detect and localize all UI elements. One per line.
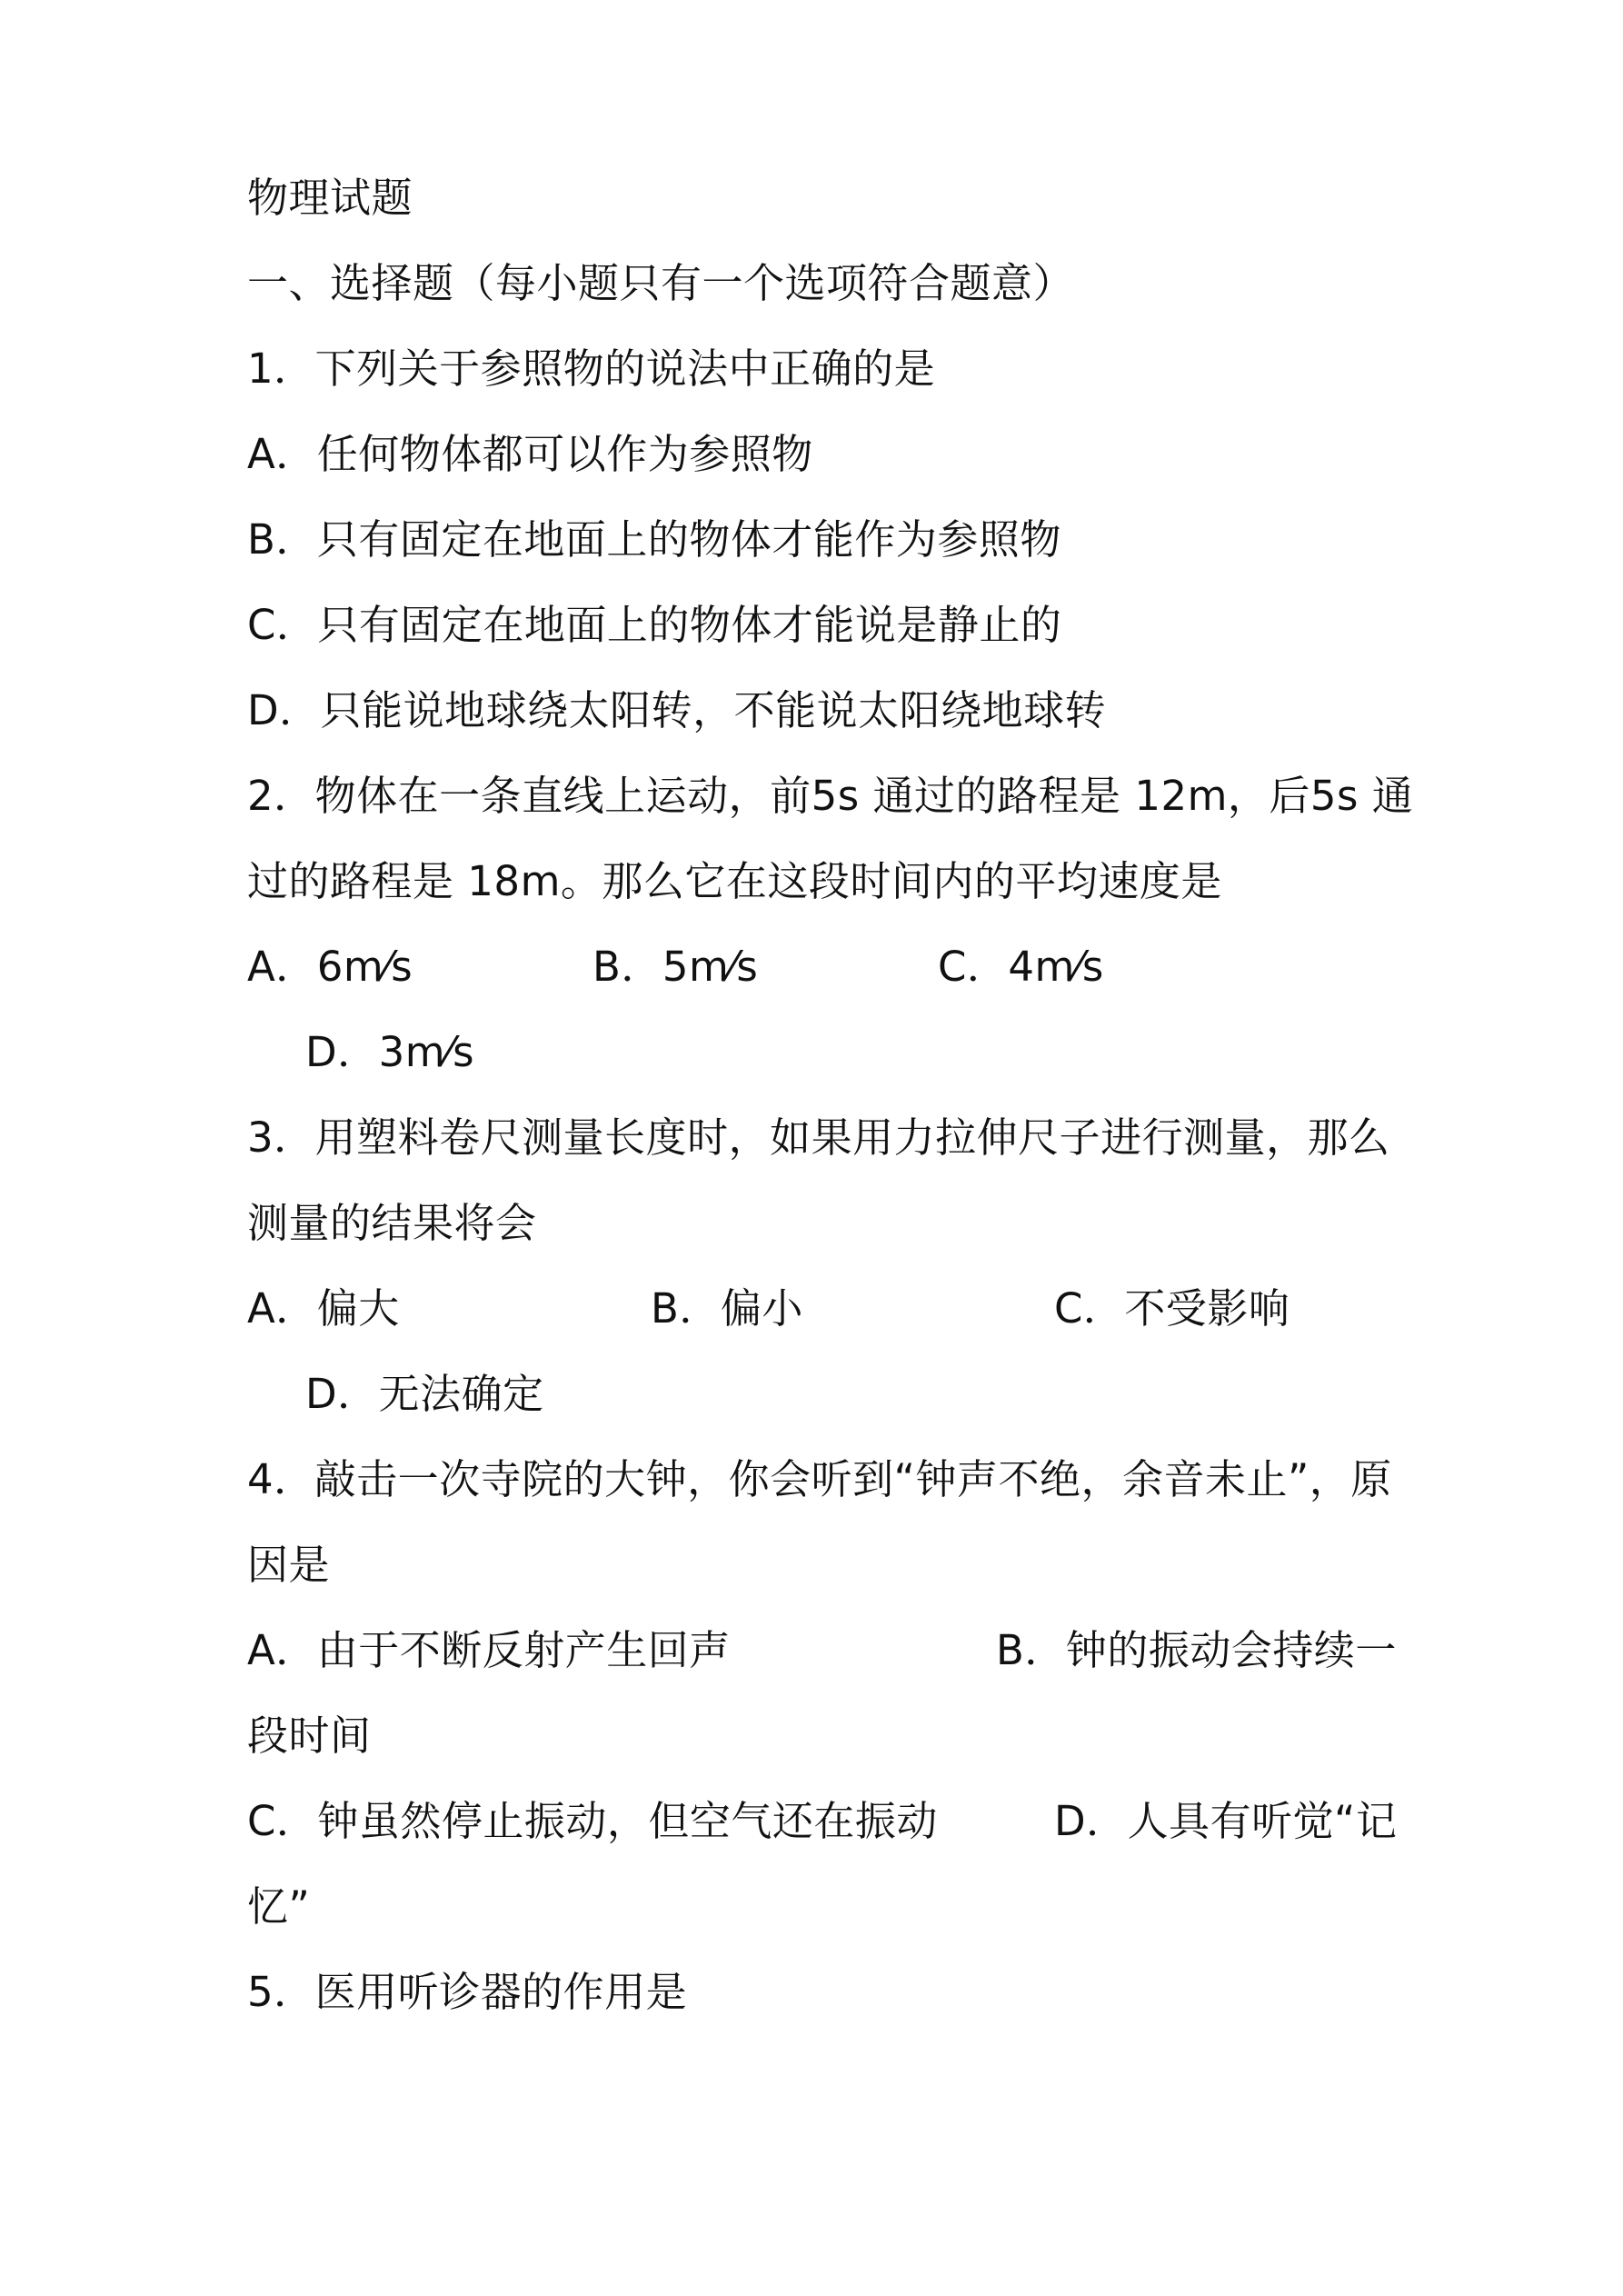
question-4-stem-line1: 4．敲击一次寺院的大钟，你会听到“钟声不绝，余音未止”，原 — [247, 1455, 1392, 1503]
question-2-option-b: B．5m⁄s — [592, 943, 759, 991]
question-2-option-c: C．4m⁄s — [938, 943, 1104, 991]
question-3-option-b: B．偏小 — [651, 1284, 803, 1333]
question-4-option-b: B．钟的振动会持续一 — [996, 1626, 1397, 1674]
question-1-stem: 1．下列关于参照物的说法中正确的是 — [247, 344, 936, 393]
question-4-option-b-continued: 段时间 — [247, 1712, 372, 1760]
section-heading: 一、选择题（每小题只有一个选项符合题意） — [247, 259, 1075, 307]
question-4-option-d-continued: 忆” — [247, 1882, 311, 1931]
question-3-stem-line2: 测量的结果将会 — [247, 1199, 537, 1247]
question-2-option-d: D．3m⁄s — [305, 1028, 475, 1076]
question-2-stem-line2: 过的路程是 18m。那么它在这段时间内的平均速度是 — [247, 857, 1222, 905]
question-4-option-d: D．人具有听觉“记 — [1054, 1797, 1398, 1845]
question-2-stem-line1: 2．物体在一条直线上运动，前5s 通过的路程是 12m，后5s 通 — [247, 772, 1414, 820]
doc-title: 物理试题 — [247, 174, 413, 222]
question-1-option-c: C．只有固定在地面上的物体才能说是静止的 — [247, 601, 1062, 649]
question-3-option-d: D．无法确定 — [305, 1370, 544, 1418]
question-5-stem: 5．医用听诊器的作用是 — [247, 1968, 688, 2016]
question-3-option-a: A．偏大 — [247, 1284, 400, 1333]
question-4-stem-line2: 因是 — [247, 1541, 331, 1589]
question-2-option-a: A．6m⁄s — [247, 943, 413, 991]
question-1-option-d: D．只能说地球绕太阳转，不能说太阳绕地球转 — [247, 686, 1107, 734]
question-3-option-c: C．不受影响 — [1054, 1284, 1290, 1333]
question-4-option-a: A．由于不断反射产生回声 — [247, 1626, 731, 1674]
question-1-option-a: A．任何物体都可以作为参照物 — [247, 430, 813, 478]
question-3-stem-line1: 3．用塑料卷尺测量长度时，如果用力拉伸尺子进行测量，那么 — [247, 1113, 1390, 1162]
question-4-option-c: C．钟虽然停止振动，但空气还在振动 — [247, 1797, 938, 1845]
question-1-option-b: B．只有固定在地面上的物体才能作为参照物 — [247, 515, 1061, 564]
